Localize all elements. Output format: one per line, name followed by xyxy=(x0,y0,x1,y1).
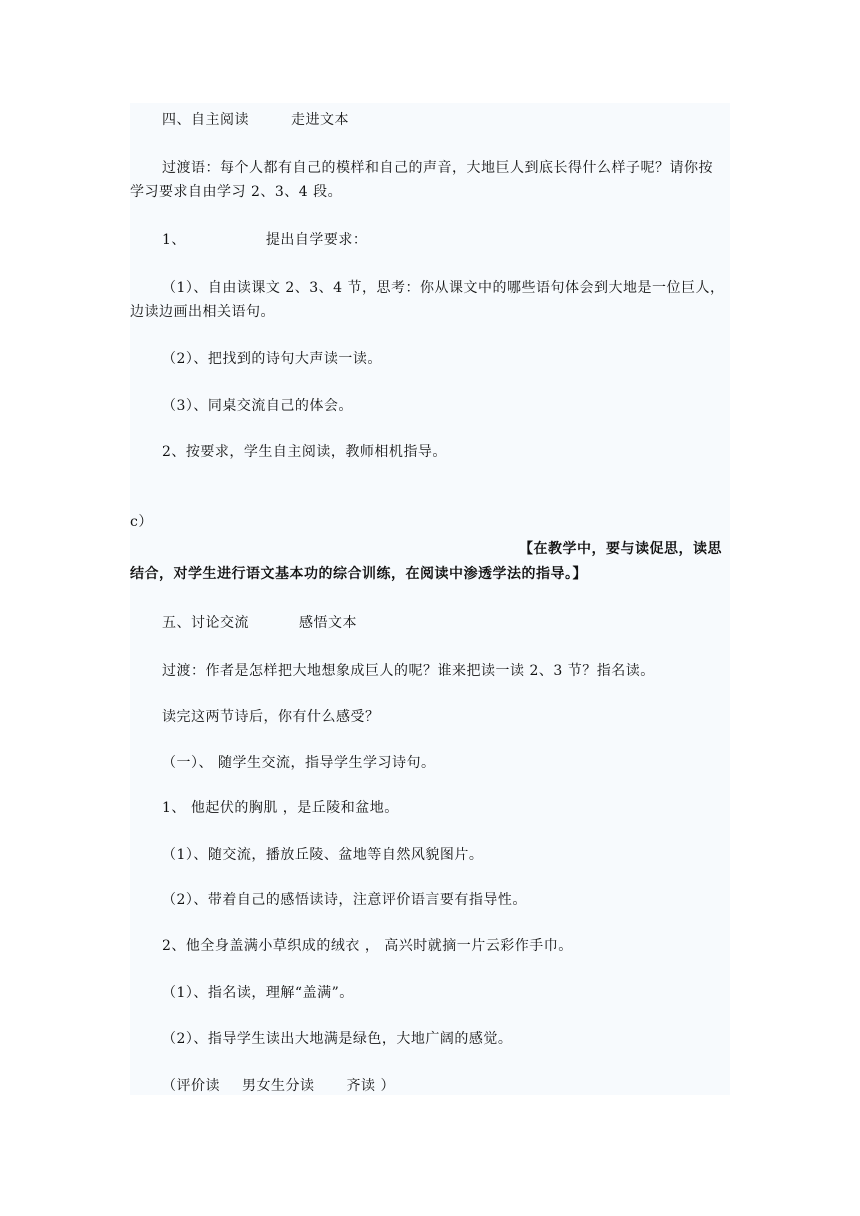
poem1-step1: （1）、随交流，播放丘陵、盆地等自然风貌图片。 xyxy=(162,847,484,863)
section4-subtitle: 走进文本 xyxy=(291,112,349,128)
poem1-step2: （2）、带着自己的感悟读诗，注意评价语言要有指导性。 xyxy=(162,892,527,908)
item2: 2、按要求，学生自主阅读，教师相机指导。 xyxy=(162,444,447,460)
section5-transition: 过渡：作者是怎样把大地想象成巨人的呢？谁来把读一读 2、3 节？指名读。 xyxy=(162,663,655,679)
section5-title: 五、讨论交流 xyxy=(162,615,249,631)
section5-heading xyxy=(162,612,357,634)
item1 xyxy=(162,229,367,251)
requirement2: （2）、把找到的诗句大声读一读。 xyxy=(162,351,382,367)
note-text-line2: 结合，对学生进行语文基本功的综合训练，在阅读中渗透学法的指导。】 xyxy=(130,566,587,582)
reading-methods xyxy=(162,1075,395,1097)
reading-method-split: 男女生分读 xyxy=(242,1078,315,1094)
subsection1: （一）、 随学生交流，指导学生学习诗句。 xyxy=(162,755,436,771)
reading-method-evaluate: （评价读 xyxy=(162,1078,220,1094)
requirement1-line2: 边读边画出相关语句。 xyxy=(130,304,275,320)
section4-transition-line1: 过渡语：每个人都有自己的模样和自己的声音，大地巨人到底长得什么样子呢？请你按 xyxy=(162,160,713,176)
note-label: c） xyxy=(130,514,153,530)
requirement3: （3）、同桌交流自己的体会。 xyxy=(162,398,353,414)
poem2-step2: （2）、指导学生读出大地满是绿色，大地广阔的感觉。 xyxy=(162,1031,513,1047)
poem-line2: 2、他全身盖满小草织成的绒衣 ， 高兴时就摘一片云彩作手巾。 xyxy=(162,938,573,954)
reading-method-together: 齐读 ） xyxy=(346,1078,395,1094)
requirement1-line1: （1）、自由读课文 2、3、4 节，思考：你从课文中的哪些语句体会到大地是一位巨人， xyxy=(162,280,725,296)
poem2-step1: （1）、指名读，理解“盖满”。 xyxy=(162,985,354,1001)
section4-title: 四、自主阅读 xyxy=(162,112,249,128)
item1-number: 1、 xyxy=(162,232,186,248)
section5-question: 读完这两节诗后，你有什么感受？ xyxy=(162,709,380,725)
section4-heading xyxy=(162,109,349,131)
poem-line1: 1、 他起伏的胸肌 ，是丘陵和盆地。 xyxy=(162,800,399,816)
note-text-line1: 【在教学中，要与读促思，读思 xyxy=(519,541,722,557)
item1-text: 提出自学要求： xyxy=(265,232,368,248)
section5-subtitle: 感悟文本 xyxy=(299,615,357,631)
section4-transition-line2: 学习要求自由学习 2、3、4 段。 xyxy=(130,184,343,200)
